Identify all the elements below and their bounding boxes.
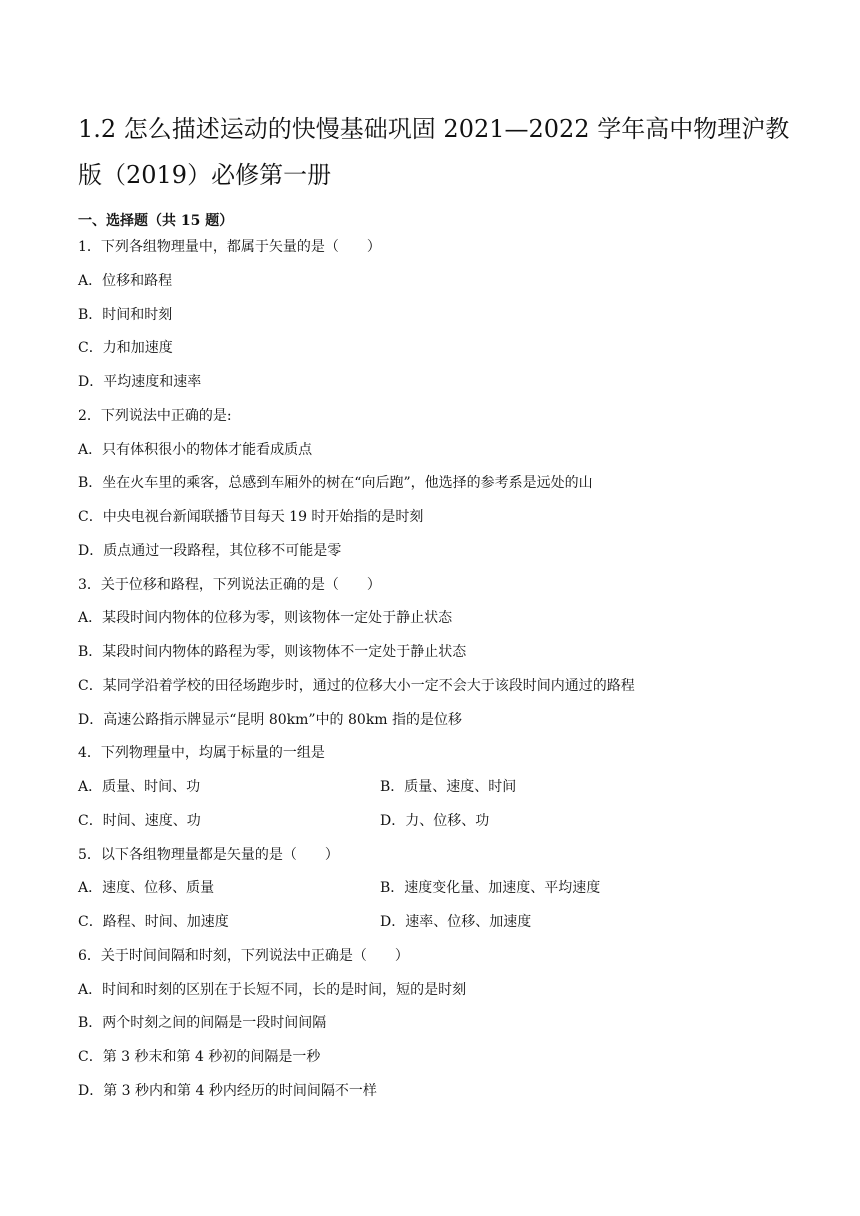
option-row <box>78 776 800 798</box>
option-c: C．力和加速度 <box>78 340 173 357</box>
option-a: A．质量、时间、功 <box>78 779 201 795</box>
option-a: A．速度、位移、质量 <box>78 880 215 897</box>
option-b: B．质量、速度、时间 <box>380 779 517 795</box>
option-d: D．质点通过一段路程，其位移不可能是零 <box>78 542 342 559</box>
option-c: C．中央电视台新闻联播节目每天 19 时开始指的是时刻 <box>78 509 424 525</box>
question-stem: 6．关于时间间隔和时刻，下列说法中正确是（ ） <box>78 947 409 964</box>
question-6 <box>78 945 800 1102</box>
option-row <box>78 911 800 933</box>
option-a: A．只有体积很小的物体才能看成质点 <box>78 441 313 458</box>
section-title: 一、选择题（共 15 题） <box>78 213 234 229</box>
option-d: D．高速公路指示牌显示“昆明 80km”中的 80km 指的是位移 <box>78 711 463 728</box>
option-d: D．第 3 秒内和第 4 秒内经历的时间间隔不一样 <box>78 1082 377 1099</box>
option-d: D．平均速度和速率 <box>78 374 202 390</box>
question-4 <box>78 742 800 832</box>
question-stem: 5．以下各组物理量都是矢量的是（ ） <box>78 846 339 863</box>
option-b: B．坐在火车里的乘客，总感到车厢外的树在“向后跑”，他选择的参考系是远处的山 <box>78 475 593 492</box>
option-c: C．路程、时间、加速度 <box>78 914 229 930</box>
question-1 <box>78 236 800 393</box>
option-d: D．力、位移、功 <box>380 812 490 829</box>
option-row <box>78 877 800 899</box>
question-5 <box>78 844 800 934</box>
option-c: C．时间、速度、功 <box>78 812 201 829</box>
option-row <box>78 810 800 832</box>
option-c: C．某同学沿着学校的田径场跑步时，通过的位移大小一定不会大于该段时间内通过的路程 <box>78 677 635 694</box>
option-b: B．两个时刻之间的间隔是一段时间间隔 <box>78 1015 327 1032</box>
option-c: C．第 3 秒末和第 4 秒初的间隔是一秒 <box>78 1049 321 1065</box>
question-stem: 4．下列物理量中，均属于标量的一组是 <box>78 745 325 762</box>
document-title: 1.2 怎么描述运动的快慢基础巩固 2021—2022 学年高中物理沪教版（2019）必修第一册 <box>78 115 790 189</box>
option-b: B．某段时间内物体的路程为零，则该物体不一定处于静止状态 <box>78 644 467 660</box>
question-3 <box>78 574 800 731</box>
question-2 <box>78 405 800 562</box>
question-stem: 3．关于位移和路程，下列说法正确的是（ ） <box>78 576 381 593</box>
question-stem: 2．下列说法中正确的是: <box>78 407 232 424</box>
option-b: B．时间和时刻 <box>78 306 173 323</box>
question-stem: 1．下列各组物理量中，都属于矢量的是（ ） <box>78 239 381 255</box>
option-a: A．某段时间内物体的位移为零，则该物体一定处于静止状态 <box>78 610 453 627</box>
option-a: A．时间和时刻的区别在于长短不同，长的是时间，短的是时刻 <box>78 981 467 998</box>
option-b: B．速度变化量、加速度、平均速度 <box>380 880 601 897</box>
option-d: D．速率、位移、加速度 <box>380 914 532 930</box>
option-a: A．位移和路程 <box>78 272 173 289</box>
